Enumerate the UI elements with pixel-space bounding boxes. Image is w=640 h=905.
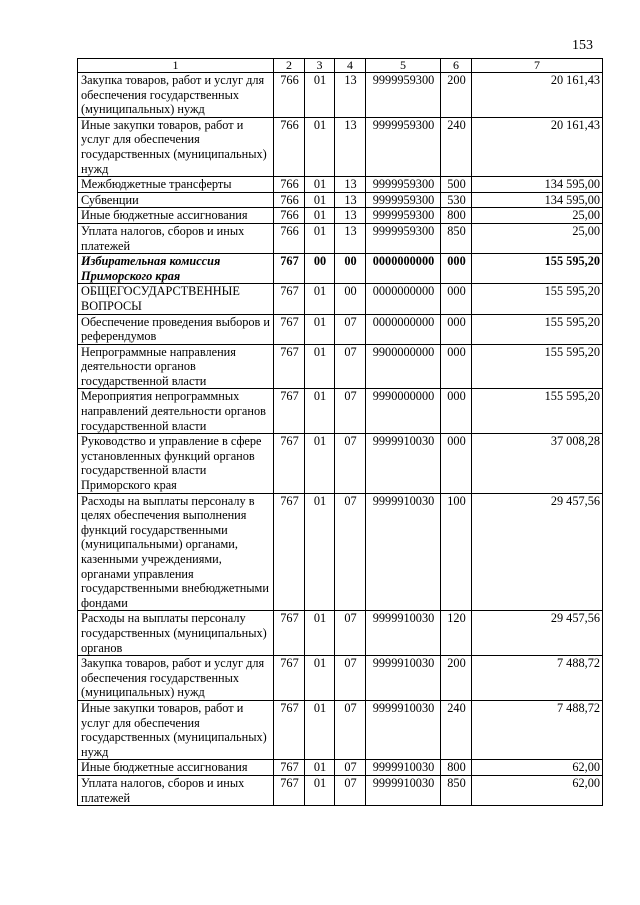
row-ved-cell: 766 bbox=[274, 208, 305, 224]
row-name-cell: Мероприятия непрограммных направлений деятельности органов государственной власти bbox=[78, 389, 274, 434]
row-ved-cell: 767 bbox=[274, 389, 305, 434]
row-sum-cell: 25,00 bbox=[472, 223, 603, 253]
row-ved-cell: 767 bbox=[274, 656, 305, 701]
header-col-5: 5 bbox=[366, 59, 441, 73]
row-ved-cell: 767 bbox=[274, 700, 305, 759]
header-col-6: 6 bbox=[441, 59, 472, 73]
row-target-article-cell: 9999959300 bbox=[366, 208, 441, 224]
row-expense-type-cell: 000 bbox=[441, 389, 472, 434]
row-sum-cell: 62,00 bbox=[472, 775, 603, 805]
table-row bbox=[78, 656, 603, 701]
table-row bbox=[78, 314, 603, 344]
row-section-cell: 00 bbox=[305, 254, 335, 284]
table-row bbox=[78, 611, 603, 656]
row-subsection-cell: 07 bbox=[335, 700, 366, 759]
row-ved-cell: 766 bbox=[274, 177, 305, 193]
row-sum-cell: 29 457,56 bbox=[472, 611, 603, 656]
row-ved-cell: 767 bbox=[274, 611, 305, 656]
row-expense-type-cell: 100 bbox=[441, 493, 472, 611]
table-row bbox=[78, 73, 603, 118]
page-number: 153 bbox=[572, 38, 593, 53]
row-target-article-cell: 0000000000 bbox=[366, 254, 441, 284]
row-subsection-cell: 07 bbox=[335, 760, 366, 776]
row-target-article-cell: 9999959300 bbox=[366, 177, 441, 193]
row-subsection-cell: 07 bbox=[335, 389, 366, 434]
row-expense-type-cell: 200 bbox=[441, 73, 472, 118]
row-subsection-cell: 07 bbox=[335, 611, 366, 656]
table-row bbox=[78, 192, 603, 208]
row-target-article-cell: 9999910030 bbox=[366, 493, 441, 611]
row-name-cell: Иные бюджетные ассигнования bbox=[78, 208, 274, 224]
row-section-cell: 01 bbox=[305, 700, 335, 759]
row-expense-type-cell: 800 bbox=[441, 208, 472, 224]
row-section-cell: 01 bbox=[305, 284, 335, 314]
row-target-article-cell: 9999959300 bbox=[366, 223, 441, 253]
header-col-4: 4 bbox=[335, 59, 366, 73]
row-target-article-cell: 9999910030 bbox=[366, 700, 441, 759]
row-section-cell: 01 bbox=[305, 611, 335, 656]
row-expense-type-cell: 850 bbox=[441, 775, 472, 805]
row-sum-cell: 25,00 bbox=[472, 208, 603, 224]
budget-table bbox=[77, 58, 603, 806]
header-col-3: 3 bbox=[305, 59, 335, 73]
row-sum-cell: 29 457,56 bbox=[472, 493, 603, 611]
row-section-cell: 01 bbox=[305, 656, 335, 701]
row-section-cell: 01 bbox=[305, 493, 335, 611]
row-sum-cell: 7 488,72 bbox=[472, 700, 603, 759]
row-expense-type-cell: 120 bbox=[441, 611, 472, 656]
row-subsection-cell: 07 bbox=[335, 775, 366, 805]
row-expense-type-cell: 000 bbox=[441, 284, 472, 314]
row-subsection-cell: 13 bbox=[335, 208, 366, 224]
row-sum-cell: 20 161,43 bbox=[472, 117, 603, 176]
header-col-1: 1 bbox=[78, 59, 274, 73]
row-subsection-cell: 13 bbox=[335, 192, 366, 208]
row-sum-cell: 155 595,20 bbox=[472, 314, 603, 344]
row-sum-cell: 62,00 bbox=[472, 760, 603, 776]
row-name-cell: Обеспечение проведения выборов и референдумов bbox=[78, 314, 274, 344]
row-section-cell: 01 bbox=[305, 344, 335, 389]
table-row bbox=[78, 177, 603, 193]
row-ved-cell: 767 bbox=[274, 434, 305, 493]
row-ved-cell: 766 bbox=[274, 73, 305, 118]
row-target-article-cell: 9999910030 bbox=[366, 656, 441, 701]
row-name-cell: Уплата налогов, сборов и иных платежей bbox=[78, 775, 274, 805]
row-ved-cell: 767 bbox=[274, 254, 305, 284]
row-sum-cell: 37 008,28 bbox=[472, 434, 603, 493]
row-name-cell: Закупка товаров, работ и услуг для обеспечения государственных (муниципальных) нужд bbox=[78, 73, 274, 118]
row-target-article-cell: 9999910030 bbox=[366, 760, 441, 776]
table-row bbox=[78, 223, 603, 253]
header-col-7: 7 bbox=[472, 59, 603, 73]
row-sum-cell: 155 595,20 bbox=[472, 284, 603, 314]
row-name-cell: Руководство и управление в сфере установленных функций органов государственной власти Приморского края bbox=[78, 434, 274, 493]
row-expense-type-cell: 200 bbox=[441, 656, 472, 701]
row-name-cell: ОБЩЕГОСУДАРСТВЕННЫЕ ВОПРОСЫ bbox=[78, 284, 274, 314]
table-row bbox=[78, 389, 603, 434]
row-subsection-cell: 13 bbox=[335, 177, 366, 193]
row-name-cell: Избирательная комиссия Приморского края bbox=[78, 254, 274, 284]
row-section-cell: 01 bbox=[305, 314, 335, 344]
row-section-cell: 01 bbox=[305, 775, 335, 805]
row-expense-type-cell: 000 bbox=[441, 434, 472, 493]
row-ved-cell: 767 bbox=[274, 314, 305, 344]
row-section-cell: 01 bbox=[305, 760, 335, 776]
row-name-cell: Расходы на выплаты персоналу в целях обеспечения выполнения функций государственными (муниципальными) органами, казенными учреждениями, органами управления государственными внебюджетными фондами bbox=[78, 493, 274, 611]
row-ved-cell: 767 bbox=[274, 493, 305, 611]
row-subsection-cell: 13 bbox=[335, 73, 366, 118]
row-ved-cell: 767 bbox=[274, 775, 305, 805]
table-header-row bbox=[78, 59, 603, 73]
row-expense-type-cell: 530 bbox=[441, 192, 472, 208]
row-section-cell: 01 bbox=[305, 434, 335, 493]
table-row bbox=[78, 434, 603, 493]
row-target-article-cell: 9999959300 bbox=[366, 117, 441, 176]
row-target-article-cell: 9999959300 bbox=[366, 192, 441, 208]
table-row bbox=[78, 117, 603, 176]
row-subsection-cell: 07 bbox=[335, 493, 366, 611]
row-name-cell: Закупка товаров, работ и услуг для обеспечения государственных (муниципальных) нужд bbox=[78, 656, 274, 701]
row-subsection-cell: 07 bbox=[335, 434, 366, 493]
row-ved-cell: 767 bbox=[274, 344, 305, 389]
table-row bbox=[78, 493, 603, 611]
row-name-cell: Расходы на выплаты персоналу государственных (муниципальных) органов bbox=[78, 611, 274, 656]
row-subsection-cell: 13 bbox=[335, 117, 366, 176]
row-name-cell: Непрограммные направления деятельности органов государственной власти bbox=[78, 344, 274, 389]
table-row bbox=[78, 208, 603, 224]
row-section-cell: 01 bbox=[305, 208, 335, 224]
row-target-article-cell: 9990000000 bbox=[366, 389, 441, 434]
row-sum-cell: 155 595,20 bbox=[472, 344, 603, 389]
row-expense-type-cell: 240 bbox=[441, 700, 472, 759]
row-name-cell: Уплата налогов, сборов и иных платежей bbox=[78, 223, 274, 253]
row-target-article-cell: 9999910030 bbox=[366, 611, 441, 656]
row-name-cell: Межбюджетные трансферты bbox=[78, 177, 274, 193]
row-subsection-cell: 07 bbox=[335, 656, 366, 701]
table-row bbox=[78, 344, 603, 389]
row-expense-type-cell: 000 bbox=[441, 254, 472, 284]
row-ved-cell: 766 bbox=[274, 223, 305, 253]
row-sum-cell: 134 595,00 bbox=[472, 192, 603, 208]
row-expense-type-cell: 500 bbox=[441, 177, 472, 193]
row-target-article-cell: 9900000000 bbox=[366, 344, 441, 389]
row-section-cell: 01 bbox=[305, 117, 335, 176]
row-sum-cell: 155 595,20 bbox=[472, 254, 603, 284]
row-expense-type-cell: 850 bbox=[441, 223, 472, 253]
row-ved-cell: 766 bbox=[274, 117, 305, 176]
row-target-article-cell: 9999910030 bbox=[366, 775, 441, 805]
row-target-article-cell: 0000000000 bbox=[366, 314, 441, 344]
row-section-cell: 01 bbox=[305, 389, 335, 434]
row-expense-type-cell: 240 bbox=[441, 117, 472, 176]
table-row bbox=[78, 254, 603, 284]
row-name-cell: Иные бюджетные ассигнования bbox=[78, 760, 274, 776]
row-section-cell: 01 bbox=[305, 177, 335, 193]
table-row bbox=[78, 284, 603, 314]
row-sum-cell: 155 595,20 bbox=[472, 389, 603, 434]
row-section-cell: 01 bbox=[305, 192, 335, 208]
row-target-article-cell: 9999959300 bbox=[366, 73, 441, 118]
header-col-2: 2 bbox=[274, 59, 305, 73]
row-target-article-cell: 0000000000 bbox=[366, 284, 441, 314]
row-expense-type-cell: 800 bbox=[441, 760, 472, 776]
row-ved-cell: 767 bbox=[274, 760, 305, 776]
row-name-cell: Иные закупки товаров, работ и услуг для обеспечения государственных (муниципальных) нужд bbox=[78, 117, 274, 176]
row-ved-cell: 766 bbox=[274, 192, 305, 208]
row-name-cell: Субвенции bbox=[78, 192, 274, 208]
row-sum-cell: 7 488,72 bbox=[472, 656, 603, 701]
table-row bbox=[78, 700, 603, 759]
row-subsection-cell: 00 bbox=[335, 254, 366, 284]
row-target-article-cell: 9999910030 bbox=[366, 434, 441, 493]
row-expense-type-cell: 000 bbox=[441, 344, 472, 389]
row-subsection-cell: 00 bbox=[335, 284, 366, 314]
table-row bbox=[78, 760, 603, 776]
row-expense-type-cell: 000 bbox=[441, 314, 472, 344]
table-row bbox=[78, 775, 603, 805]
row-sum-cell: 20 161,43 bbox=[472, 73, 603, 118]
row-subsection-cell: 13 bbox=[335, 223, 366, 253]
row-sum-cell: 134 595,00 bbox=[472, 177, 603, 193]
row-section-cell: 01 bbox=[305, 73, 335, 118]
row-name-cell: Иные закупки товаров, работ и услуг для обеспечения государственных (муниципальных) нужд bbox=[78, 700, 274, 759]
row-section-cell: 01 bbox=[305, 223, 335, 253]
row-subsection-cell: 07 bbox=[335, 344, 366, 389]
row-ved-cell: 767 bbox=[274, 284, 305, 314]
row-subsection-cell: 07 bbox=[335, 314, 366, 344]
